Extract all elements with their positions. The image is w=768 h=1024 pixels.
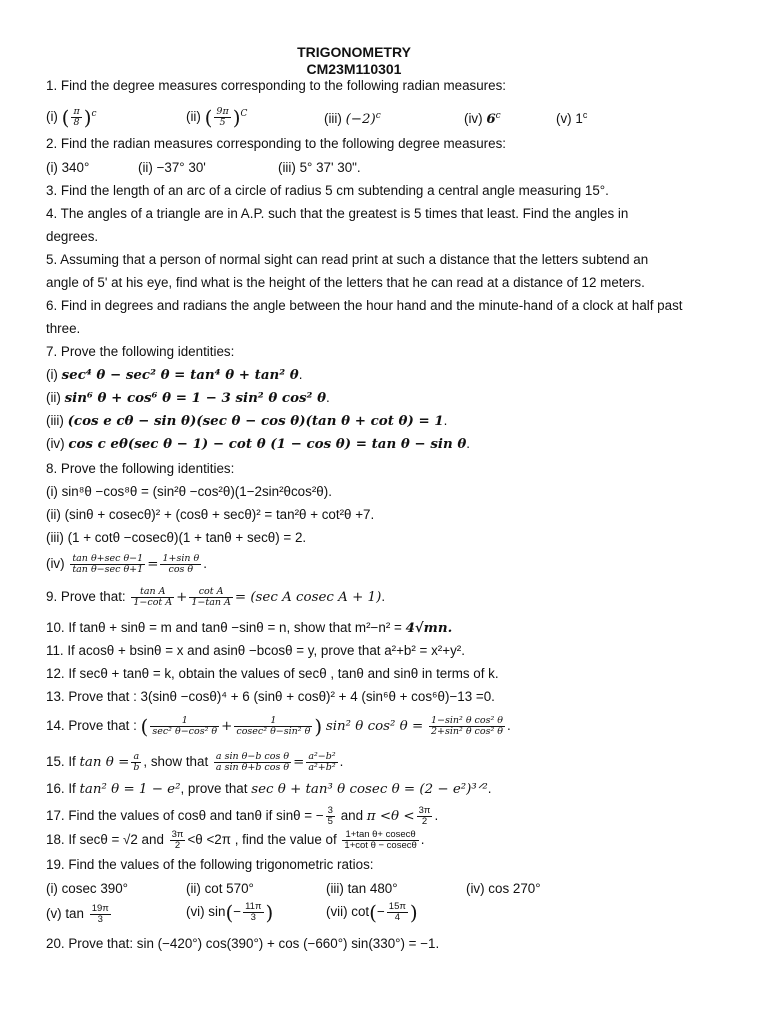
fraction: $\frac{19\pi}{3}$ [91,903,109,925]
fraction: $\frac{\text{a sin θ−b cos θ}}{\text{a sin θ+b cos θ}}$ [215,751,290,773]
question-11: 11. If acosθ + bsinθ = x and asinθ −bcosθ = y, prove that a²+b² = x²+y². [46,643,465,658]
question-8-i: (i) sin⁸θ −cos⁸θ = (sin²θ −cos²θ)(1−2sin²θcos²θ). [46,484,332,499]
fraction: $\frac{\text{a²−b²}}{\text{a²+b²}}$ [308,751,336,773]
question-9: 9. Prove that: $\frac{\text{tan A}}{\text{1−cot A}}$ + $\frac{\text{cot A}}{\text{1−tan A}}$ = (sec A cosec A + 1). [46,586,386,608]
fraction: $\frac{\pi}{8}$ [73,106,80,128]
question-10: 10. If tanθ + sinθ = m and tanθ −sinθ = n, show that m²−n² = 4√mn. [46,620,453,636]
question-20: 20. Prove that: sin (−420°) cos(390°) + cos (−660°) sin(330°) = −1. [46,936,440,951]
option-label: (v) [556,111,572,126]
question-14: 14. Prove that : ( $\frac{1}{\text{sec² θ−cos² θ}}$ + $\frac{1}{\text{cosec² θ−sin² θ}}$ ) sin² θ cos² θ = $\frac{\text{1−sin² θ cos² θ}}{\text{2+sin² θ cos² θ}}$ . [46,714,511,739]
question-2: 2. Find the radian measures corresponding to the following degree measures: [46,136,507,151]
question-8-iv: (iv) $\frac{\text{tan θ+sec θ−1}}{\text{tan θ−sec θ+1}}$ = $\frac{\text{1+sin θ}}{\text{cos θ}}$ . [46,553,207,575]
question-5-cont: angle of 5' at his eye, find what is the height of the letters that he can read at a distance of 12 meters. [46,275,645,290]
fraction: $\frac{1}{\text{sec² θ−cos² θ}}$ [152,715,218,737]
question-19-row-1: (i) cosec 390° (ii) cot 570° (iii) tan 480° (iv) cos 270° [46,881,541,896]
fraction: $\frac{\text{1+tan θ+ cosecθ}}{\text{1+cot θ − cosecθ}}$ [344,829,417,851]
page-title: TRIGONOMETRY [297,44,411,60]
fraction: $\frac{1}{\text{cosec² θ−sin² θ}}$ [236,715,311,737]
question-13: 13. Prove that : 3(sinθ −cosθ)⁴ + 6 (sinθ + cosθ)² + 4 (sin⁶θ + cos⁶θ)−13 =0. [46,689,495,704]
option-label: (iv) [464,111,483,126]
fraction: $\frac{9\pi}{5}$ [216,106,229,128]
fraction: $\frac{a}{b}$ [133,751,140,773]
question-5: 5. Assuming that a person of normal sight can read print at such a distance that the letters subtend an [46,252,649,267]
question-16: 16. If tan² θ = 1 − e², prove that sec θ + tan³ θ cosec θ = (2 − e²)³ᐟ². [46,781,492,797]
document-code: CM23M110301 [306,61,402,77]
question-7-ii: (ii) sin⁶ θ + cos⁶ θ = 1 − 3 sin² θ cos² θ. [46,390,330,406]
question-1: 1. Find the degree measures corresponding to the following radian measures: [46,78,507,93]
fraction: $\frac{\text{cot A}}{\text{1−tan A}}$ [191,586,231,608]
fraction: $\frac{3}{5}$ [327,805,333,827]
question-4: 4. The angles of a triangle are in A.P. such that the greatest is 5 times that least. Find the angles in [46,206,629,221]
question-15: 15. If tan θ = $\frac{a}{b}$ , show that $\frac{\text{a sin θ−b cos θ}}{\text{a sin θ+b cos θ}}$ = $\frac{\text{a²−b²}}{\text{a²+b²}}$ . [46,751,344,773]
question-17: 17. Find the values of cosθ and tanθ if sinθ = − $\frac{3}{5}$ and π <θ < $\frac{3\pi}{2}$ . [46,805,439,827]
question-7-i: (i) sec⁴ θ − sec² θ = tan⁴ θ + tan² θ. [46,367,303,383]
option-label: (i) [46,109,58,125]
question-6-cont: three. [46,321,81,336]
question-19-row-2: (v) tan $\frac{19\pi}{3}$ (vi) sin(− $\frac{11\pi}{3}$ ) (vii) cot(− $\frac{15\pi}{4}$ ) [46,900,418,925]
question-7-iv: (iv) cos c eθ(sec θ − 1) − cot θ (1 − cos θ) = tan θ − sin θ. [46,436,471,452]
question-19: 19. Find the values of the following trigonometric ratios: [46,857,374,872]
worksheet-page: TRIGONOMETRY CM23M110301 1. Find the degree measures corresponding to the following radian measures: (i) ( $\frac{\pi}{8}$ )$^c$ (ii) ( $\frac{9\pi}{5}$ )$^C$ (iii) $(-2)^c$ (iv) 6$^c$ (v) 1$^c$ 2. Find the radian measures corresponding to the following degree measures: (i) 340° (ii) −37° 30' (iii) 5° 37' 30". 3. Find the length of an arc of a circle of radius 5 cm subtending a central angle measuring 15°. 4. The angles of a triangle are in A.P. such that the greatest is 5 times that least. Find the angles in degrees. 5. Assuming that a person of normal sight can read print at such a distance that the letters subtend an angle of 5' at his eye, find what is the height of the letters that he can read at a distance of 12 meters. 6. Find in degrees and radians the angle between the hour hand and the minute-hand of a clock at half past three. 7. Prove the following identities: (i) sec⁴ θ − sec² θ = tan⁴ θ + tan² θ. (ii) sin⁶ θ + cos⁶ θ = 1 − 3 sin² θ cos² θ. (iii) (cos e cθ − sin θ)(sec θ − cos θ)(tan θ + cot θ) = 1. (iv) cos c eθ(sec θ − 1) − cot θ (1 − cos θ) = tan θ − sin θ. 8. Prove the following identities: (i) sin⁸θ −cos⁸θ = (sin²θ −cos²θ)(1−2sin²θcos²θ). (ii) (sinθ + cosecθ)² + (cosθ + secθ)² = tan²θ + cot²θ +7. (iii) (1 + cotθ −cosecθ)(1 + tanθ + secθ) = 2. (iv) $\frac{\text{tan θ+sec θ−1}}{\text{tan θ−sec θ+1}}$ = $\frac{\text{1+sin θ}}{\text{cos θ}}$ . 9. Prove that: $\frac{\text{tan A}}{\text{1−cot A}}$ + $\frac{\text{cot A}}{\text{1−tan A}}$ = (sec A cosec A + 1). 10. If tanθ + sinθ = m and tanθ −sinθ = n, show that m²−n² = 4√mn. 11. If acosθ + bsinθ = x and asinθ −bcosθ = y, prove that a²+b² = x²+y². 12. If secθ + tanθ = k, obtain the values of secθ , tanθ and sinθ in terms of k. 13. Prove that : 3(sinθ −cosθ)⁴ + 6 (sinθ + cosθ)² + 4 (sin⁶θ + cos⁶θ)−13 =0. 14. Prove that : ( $\frac{1}{\text{sec² θ−cos² θ}}$ + $\frac{1}{\text{cosec² θ−sin² θ}}$ ) sin² θ cos² θ = $\frac{\text{1−sin² θ cos² θ}}{\text{2+sin² θ cos² θ}}$ . 15. If tan θ = $\frac{a}{b}$ , show that $\frac{\text{a sin θ−b cos θ}}{\text{a sin θ+b cos θ}}$ = $\frac{\text{a²−b²}}{\text{a²+b²}}$ . 16. If tan² θ = 1 − e², prove that sec θ + tan³ θ cosec θ = (2 − e²)³ᐟ². 17. Find the values of cosθ and tanθ if sinθ = − $\frac{3}{5}$ and π <θ < $\frac{3\pi}{2}$ . 18. If secθ = √2 and $\frac{3\pi}{2}$ <θ <2π , find the value of $\frac{\text{1+tan θ+ cosecθ}}{\text{1+cot θ − cosecθ}}$ . 19. Find the values of the following trigonometric ratios: (i) cosec 390° (ii) cot 570° (iii) tan 480° (iv) cos 270° (v) tan $\frac{19\pi}{3}$ (vi) sin(− $\frac{11\pi}{3}$ ) (vii) cot(− $\frac{15\pi}{4}$ ) 20. Prove that: sin (−420°) cos(390°) + cos (−660°) sin(330°) = −1. [0,0,768,1024]
question-7-iii: (iii) (cos e cθ − sin θ)(sec θ − cos θ)(tan θ + cot θ) = 1. [46,413,448,429]
fraction: $\frac{11\pi}{3}$ [245,901,262,923]
fraction: $\frac{\text{tan A}}{\text{1−cot A}}$ [133,586,173,608]
fraction: $\frac{\text{1−sin² θ cos² θ}}{\text{2+sin² θ cos² θ}}$ [430,715,504,737]
question-1-options: (i) ( $\frac{\pi}{8}$ )$^c$ (ii) ( $\frac{9\pi}{5}$ )$^C$ (iii) $(-2)^c$ (iv) 6$^c$ (v) 1$^c$ [46,105,588,130]
fraction: $\frac{\text{tan θ+sec θ−1}}{\text{tan θ−sec θ+1}}$ [72,553,144,575]
question-8-iii: (iii) (1 + cotθ −cosecθ)(1 + tanθ + secθ) = 2. [46,530,307,545]
question-4-cont: degrees. [46,229,99,244]
question-7: 7. Prove the following identities: [46,344,235,359]
question-8-ii: (ii) (sinθ + cosecθ)² + (cosθ + secθ)² = tan²θ + cot²θ +7. [46,507,375,522]
fraction: $\frac{\text{1+sin θ}}{\text{cos θ}}$ [162,553,200,575]
question-8: 8. Prove the following identities: [46,461,235,476]
question-18: 18. If secθ = √2 and $\frac{3\pi}{2}$ <θ <2π , find the value of $\frac{\text{1+tan θ+ cosecθ}}{\text{1+cot θ − cosecθ}}$ . [46,829,425,851]
fraction: $\frac{3\pi}{2}$ [171,829,184,851]
question-6: 6. Find in degrees and radians the angle between the hour hand and the minute-hand of a clock at half past [46,298,683,313]
fraction: $\frac{3\pi}{2}$ [418,805,431,827]
fraction: $\frac{15\pi}{4}$ [388,901,406,923]
question-12: 12. If secθ + tanθ = k, obtain the values of secθ , tanθ and sinθ in terms of k. [46,666,499,681]
option-label: (iii) [324,111,342,126]
question-3: 3. Find the length of an arc of a circle of radius 5 cm subtending a central angle measuring 15°. [46,183,609,198]
option-label: (ii) [186,109,201,125]
